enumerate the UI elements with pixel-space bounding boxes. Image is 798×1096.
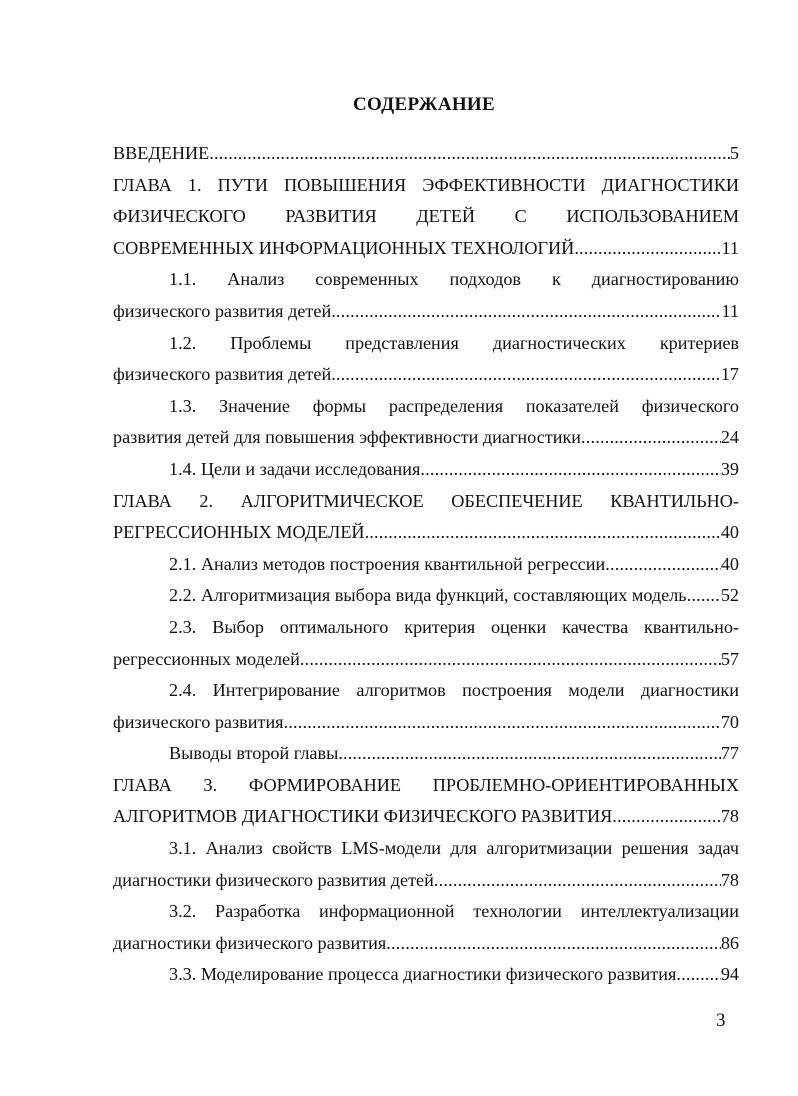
toc-entry-title: 3.3. Моделирование процесса диагностики физического развития — [169, 964, 677, 985]
toc-entry-last-line — [113, 517, 739, 549]
toc-entry-last-line — [113, 454, 739, 486]
toc-entry-title: регрессионных моделей — [113, 648, 300, 669]
toc-entry-title: АЛГОРИТМОВ ДИАГНОСТИКИ ФИЗИЧЕСКОГО РАЗВИТИЯ — [113, 806, 613, 827]
dot-leader — [365, 517, 721, 549]
toc-entry-title: физического развития — [113, 711, 284, 732]
dot-leader — [284, 707, 721, 739]
toc-entry-title: 1.4. Цели и задачи исследования — [169, 458, 421, 479]
toc-entry[interactable] — [113, 612, 739, 675]
toc-entry[interactable] — [113, 138, 739, 170]
toc-entry-title: 2.1. Анализ методов построения квантильной регрессии — [169, 553, 606, 574]
toc-entry-last-line — [113, 738, 739, 770]
toc-entry[interactable] — [113, 580, 739, 612]
toc-entry-line: 3.1. Анализ свойств LMS-модели для алгоритмизации решения задач — [169, 838, 739, 859]
toc-entry-page: 57 — [720, 648, 739, 669]
dot-leader — [338, 738, 721, 770]
toc-entry[interactable] — [113, 486, 739, 549]
toc-entry-title: диагностики физического развития детей — [113, 869, 434, 890]
toc-entry[interactable] — [113, 959, 739, 991]
toc-entry-title: СОВРЕМЕННЫХ ИНФОРМАЦИОННЫХ ТЕХНОЛОГИЙ — [113, 237, 575, 258]
dot-leader — [300, 644, 721, 676]
toc-entry[interactable] — [113, 454, 739, 486]
toc-entry-line: 1.3. Значение формы распределения показателей физического — [169, 395, 739, 416]
toc-entry-last-line — [113, 580, 739, 612]
toc-entry-title: физического развития детей — [113, 300, 332, 321]
dot-leader — [687, 580, 721, 612]
dot-leader — [676, 959, 720, 991]
dot-leader — [581, 422, 721, 454]
dot-leader — [209, 138, 730, 170]
toc-entry[interactable] — [113, 896, 739, 959]
dot-leader — [331, 296, 721, 328]
toc-entry-line: 2.4. Интегрирование алгоритмов построения модели диагностики — [169, 680, 739, 701]
toc-entry-page: 11 — [721, 300, 739, 321]
toc-entry-page: 5 — [729, 143, 739, 163]
toc-entry[interactable] — [113, 264, 739, 327]
table-of-contents — [113, 138, 739, 991]
toc-entry-line: ГЛАВА 3. ФОРМИРОВАНИЕ ПРОБЛЕМНО-ОРИЕНТИРОВАННЫХ — [113, 774, 739, 795]
toc-entry-last-line — [113, 707, 739, 739]
dot-leader — [605, 549, 721, 581]
toc-entry-page: 77 — [720, 743, 739, 764]
toc-entry-page: 86 — [720, 932, 739, 953]
toc-entry-title: диагностики физического развития — [113, 932, 387, 953]
toc-entry-line: 1.2. Проблемы представления диагностических критериев — [169, 332, 739, 353]
toc-entry-last-line — [113, 138, 739, 170]
toc-entry[interactable] — [113, 770, 739, 833]
dot-leader — [420, 454, 720, 486]
toc-entry-title: развития детей для повышения эффективности диагностики — [113, 427, 582, 448]
toc-entry[interactable] — [113, 549, 739, 581]
toc-entry[interactable] — [113, 833, 739, 896]
toc-entry-page: 78 — [720, 806, 739, 827]
toc-entry-line: ФИЗИЧЕСКОГО РАЗВИТИЯ ДЕТЕЙ С ИСПОЛЬЗОВАНИЕМ — [113, 206, 739, 227]
toc-entry-title: 2.2. Алгоритмизация выбора вида функций, составляющих модель — [169, 585, 687, 606]
dot-leader — [612, 801, 721, 833]
toc-entry-line: 2.3. Выбор оптимального критерия оценки качества квантильно- — [169, 616, 739, 637]
toc-entry[interactable] — [113, 738, 739, 770]
toc-entry-line: 1.1. Анализ современных подходов к диагностированию — [169, 269, 739, 290]
toc-entry-page: 40 — [720, 522, 739, 543]
toc-entry[interactable] — [113, 328, 739, 391]
dot-leader — [386, 928, 721, 960]
toc-entry[interactable] — [113, 170, 739, 265]
toc-entry-page: 11 — [721, 237, 739, 258]
toc-entry-last-line — [113, 359, 739, 391]
toc-entry-last-line — [113, 296, 739, 328]
toc-entry-last-line — [113, 549, 739, 581]
toc-entry-last-line — [113, 928, 739, 960]
dot-leader — [574, 233, 721, 265]
toc-entry-page: 78 — [720, 869, 739, 890]
toc-entry-title: Выводы второй главы — [169, 743, 339, 764]
dot-leader — [434, 865, 721, 897]
toc-entry-line: ГЛАВА 2. АЛГОРИТМИЧЕСКОЕ ОБЕСПЕЧЕНИЕ КВАНТИЛЬНО- — [113, 490, 739, 511]
toc-entry-last-line — [113, 644, 739, 676]
toc-entry-page: 70 — [720, 711, 739, 732]
dot-leader — [331, 359, 721, 391]
toc-entry-page: 94 — [720, 964, 739, 985]
toc-entry-title: физического развития детей — [113, 364, 332, 385]
page-number: 3 — [716, 1010, 726, 1031]
page-title: СОДЕРЖАНИЕ — [353, 94, 495, 115]
toc-entry-page: 24 — [720, 427, 739, 448]
toc-entry-page: 40 — [720, 553, 739, 574]
toc-entry-page: 52 — [720, 585, 739, 606]
toc-entry-last-line — [113, 233, 739, 265]
toc-entry-last-line — [113, 959, 739, 991]
toc-entry[interactable] — [113, 391, 739, 454]
toc-entry-last-line — [113, 865, 739, 897]
toc-entry-page: 17 — [720, 364, 739, 385]
toc-entry-title: РЕГРЕССИОННЫХ МОДЕЛЕЙ — [113, 522, 365, 543]
toc-entry[interactable] — [113, 675, 739, 738]
toc-entry-line: 3.2. Разработка информационной технологии интеллектуализации — [169, 901, 739, 922]
toc-entry-page: 39 — [720, 458, 739, 479]
toc-entry-last-line — [113, 422, 739, 454]
toc-entry-title: ВВЕДЕНИЕ — [113, 143, 210, 163]
toc-entry-last-line — [113, 801, 739, 833]
toc-entry-line: ГЛАВА 1. ПУТИ ПОВЫШЕНИЯ ЭФФЕКТИВНОСТИ ДИАГНОСТИКИ — [113, 174, 739, 195]
